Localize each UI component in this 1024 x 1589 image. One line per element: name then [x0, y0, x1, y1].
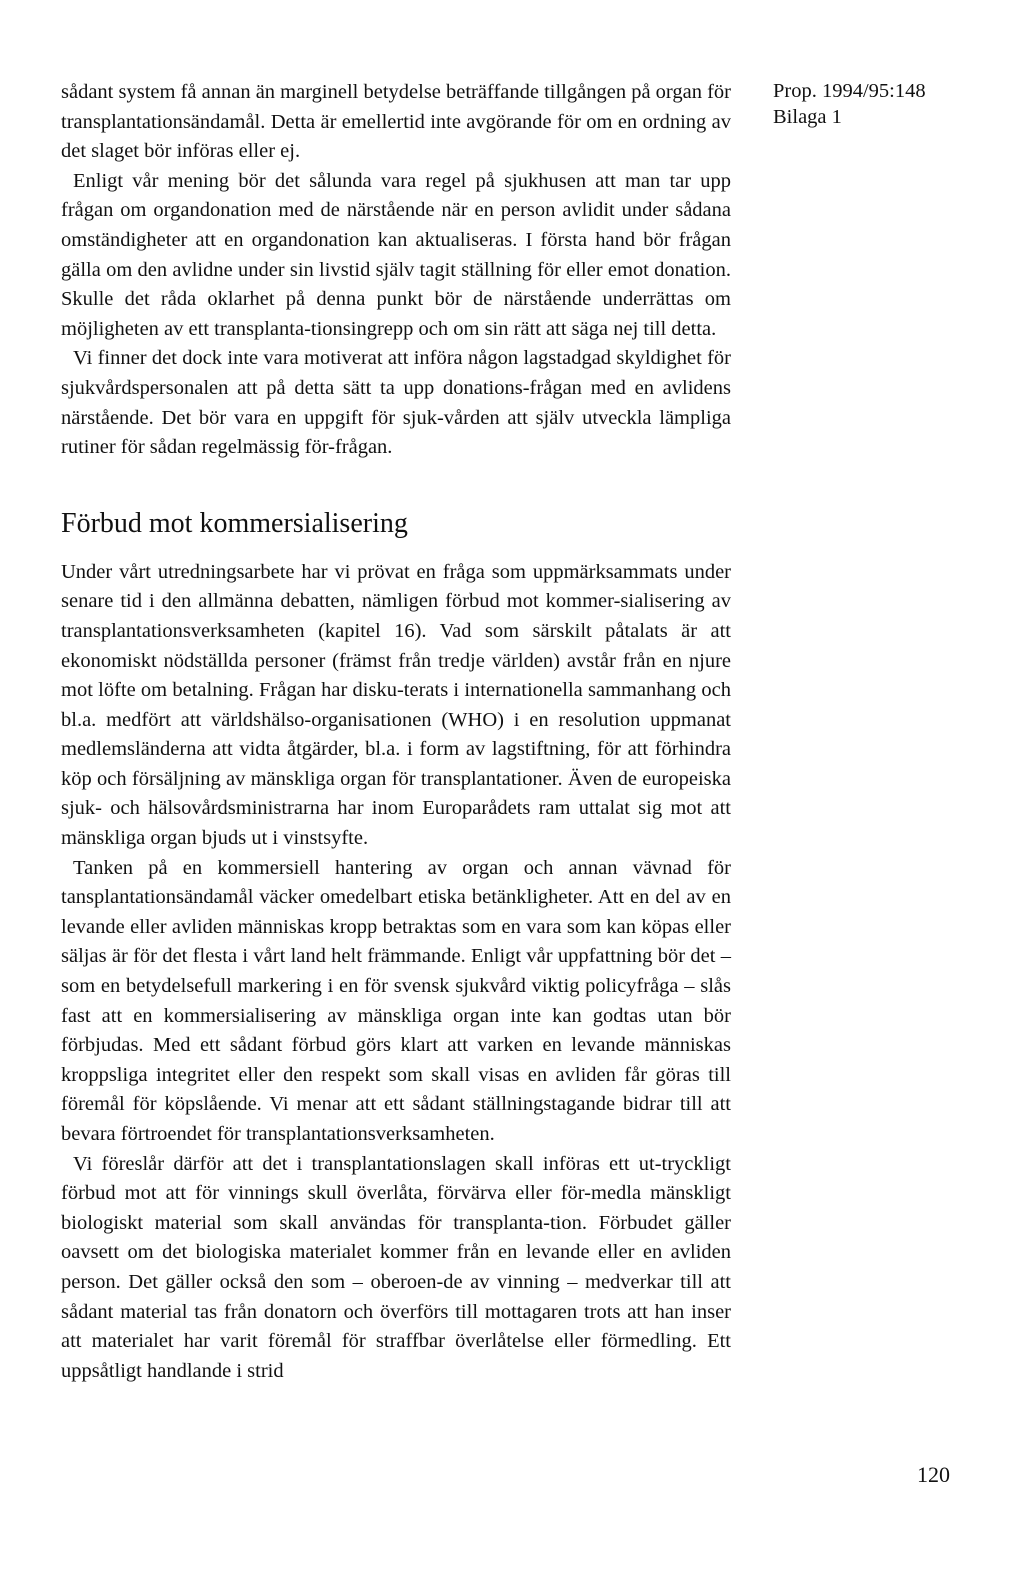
paragraph: sådant system få annan än marginell betydelse beträffande tillgången på organ för transplantationsändamål. Detta är emellertid inte avgörande för om en ordning av det slaget bör införas eller ej.	[61, 81, 732, 163]
document-reference	[773, 78, 993, 130]
proposition-reference: Prop. 1994/95:148	[773, 80, 926, 102]
paragraph: Vi finner det dock inte vara motiverat att införa någon lagstadgad skyldighet för sjukvårdspersonalen att på detta sätt ta upp donations-frågan med en avlidens närstående. Det bör vara en uppgift för sjuk-vården att själv utveckla lämpliga rutiner för sådan regelmässig för-frågan.	[61, 347, 731, 459]
main-text-column	[61, 78, 731, 1386]
paragraph: Under vårt utredningsarbete har vi prövat en fråga som uppmärksammats under senare tid i den allmänna debatten, nämligen förbud mot kommer-sialisering av transplantationsverksamheten (kapitel 16). Vad som särskilt påtalats är att ekonomiskt nödställda personer (främst från tredje världen) avstår från en njure mot löfte om betalning. Frågan har disku-terats i internationella sammanhang och bl.a. medfört att världshälso-organisationen (WHO) i en resolution uppmanat medlemsländerna att vidta åtgärder, bl.a. i form av lagstiftning, för att förhindra köp och försäljning av mänskliga organ för transplantationer. Även de europeiska sjuk- och hälsovårdsministrarna har inom Europarådets ram uttalat sig mot att mänskliga organ bjuds ut i vinstsyfte.	[61, 560, 731, 850]
paragraph: Vi föreslår därför att det i transplantationslagen skall införas ett ut-tryckligt förbud mot att för vinnings skull överlåta, förvärva eller för-medla mänskligt biologiskt material som skall användas för transplanta-tion. Förbudet gäller oavsett om det biologiska materialet kommer från en levande eller en avliden person. Det gäller också den som – oberoen-de av vinning – medverkar till att sådant material tas från donatorn och överförs till mottagaren trots att han inser att materialet har varit föremål för straffbar överlåtelse eller förmedling. Ett uppsåtligt handlande i strid	[61, 1152, 731, 1382]
paragraph: Enligt vår mening bör det sålunda vara regel på sjukhusen att man tar upp frågan om organdonation med de närstående när en person avlidit under sådana omständigheter att en organdonation kan aktualiseras. I första hand bör frågan gälla om den avlidne under sin livstid själv tagit ställning för eller emot donation. Skulle det råda oklarhet på denna punkt bör de närstående underrättas om möjligheten av ett transplanta-tionsingrepp och om sin rätt att säga nej till detta.	[61, 169, 731, 340]
appendix-label: Bilaga 1	[773, 106, 842, 128]
page-number: 120	[917, 1462, 950, 1487]
section-heading: Förbud mot kommersialisering	[61, 507, 408, 539]
paragraph: Tanken på en kommersiell hantering av organ och annan vävnad för tansplantationsändamål väcker omedelbart etiska betänkligheter. Att en del av en levande eller avliden människas kropp betraktas som en vara som kan köpas eller säljas är för det flesta i vårt land helt främmande. Enligt vår uppfattning bör det – som en betydelsefull markering i en för svensk sjukvård viktig policyfråga – slås fast att en kommersialisering av mänskliga organ inte kan godtas utan bör förbjudas. Med ett sådant förbud görs klart att varken en levande människas kroppsliga integritet eller den respekt som skall visas en avliden får göras till föremål för köpslående. Vi menar att ett sådant ställningstagande bidrar till att bevara förtroendet för transplantationsverksamheten.	[61, 856, 731, 1145]
